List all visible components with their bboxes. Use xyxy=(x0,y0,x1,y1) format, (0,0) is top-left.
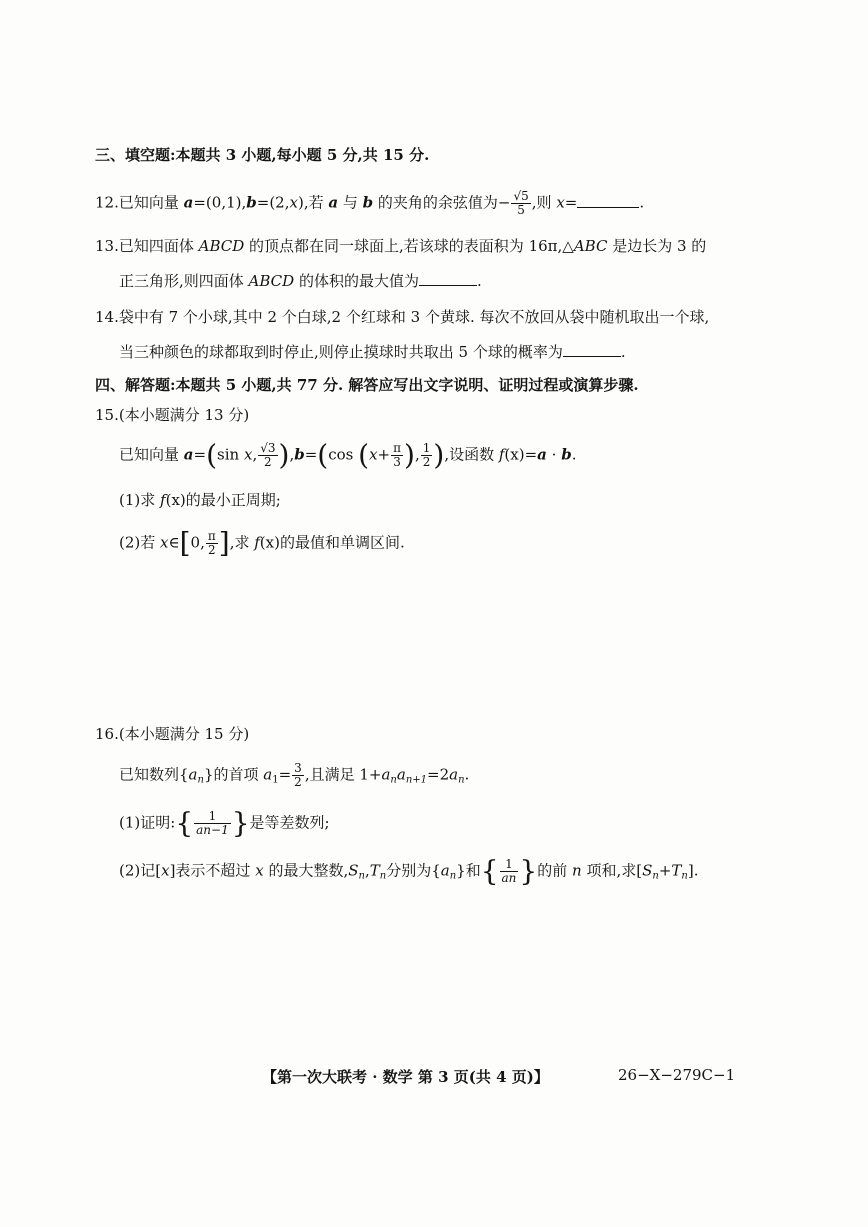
section3-heading: 三、填空题:本题共 3 小题,每小题 5 分,共 15 分. xyxy=(95,146,430,164)
section4-heading: 四、解答题:本题共 5 小题,共 77 分. 解答应写出文字说明、证明过程或演算步骤. xyxy=(95,376,639,394)
question-16-title: 16.(本小题满分 15 分) xyxy=(95,725,250,743)
question-15-part-1: (1)求 f(x)的最小正周期; xyxy=(119,491,281,509)
answer-blank[interactable] xyxy=(419,271,477,286)
question-15-stem: 已知向量 a=(sin x, $\frac{√3}{2}$ ),b=(cos (x+ $\frac{\pi}{3}$ ), $\frac{1}{2}$ ),设函数 f(x)=a · b. xyxy=(119,438,577,472)
question-14-line-2: 当三种颜色的球都取到时停止,则停止摸球时共取出 5 个球的概率为 . xyxy=(119,343,626,361)
question-14-line-1: 14.袋中有 7 个小球,其中 2 个白球,2 个红球和 3 个黄球. 每次不放回从袋中随机取出一个球, xyxy=(95,308,710,326)
question-15-part-2: (2)若 x∈[0, $\frac{\pi}{2}$ ],求 f(x)的最值和单调区间. xyxy=(119,526,405,560)
question-15-title: 15.(本小题满分 13 分) xyxy=(95,406,250,424)
cosine-fraction: $\frac{√5}{5}$ xyxy=(513,189,529,217)
answer-blank[interactable] xyxy=(577,193,639,208)
question-13-line-1: 13.已知四面体 ABCD 的顶点都在同一球面上,若该球的表面积为 16π,△ABC 是边长为 3 的 xyxy=(95,237,707,255)
question-13-line-2: 正三角形,则四面体 ABCD 的体积的最大值为 . xyxy=(119,272,482,290)
question-12: 12.已知向量 a=(0,1),b=(2,x),若 a 与 b 的夹角的余弦值为− $\frac{√5}{5}$ ,则 x= . xyxy=(95,189,645,217)
footer-page-info: 【第一次大联考 · 数学 第 3 页(共 4 页)】 xyxy=(262,1068,549,1086)
question-16-stem: 已知数列$\{a_n\}$的首项 $a_1=$ $\frac{3}{2}$ ,且满足 $1+a_na_{n+1}=2a_n$. xyxy=(119,761,470,789)
footer-code: 26−X−279C−1 xyxy=(618,1066,736,1084)
question-16-part-2: (2)记[x]表示不超过 x 的最大整数$,S_n,T_n$分别为$\{a_n\}$和{ $\frac{1}{an}$ }的前 n 项和,求$[S_n+T_n]$. xyxy=(119,854,699,888)
question-16-part-1: (1)证明:{ $\frac{1}{an-1}$ }是等差数列; xyxy=(119,806,330,840)
answer-blank[interactable] xyxy=(563,342,621,357)
